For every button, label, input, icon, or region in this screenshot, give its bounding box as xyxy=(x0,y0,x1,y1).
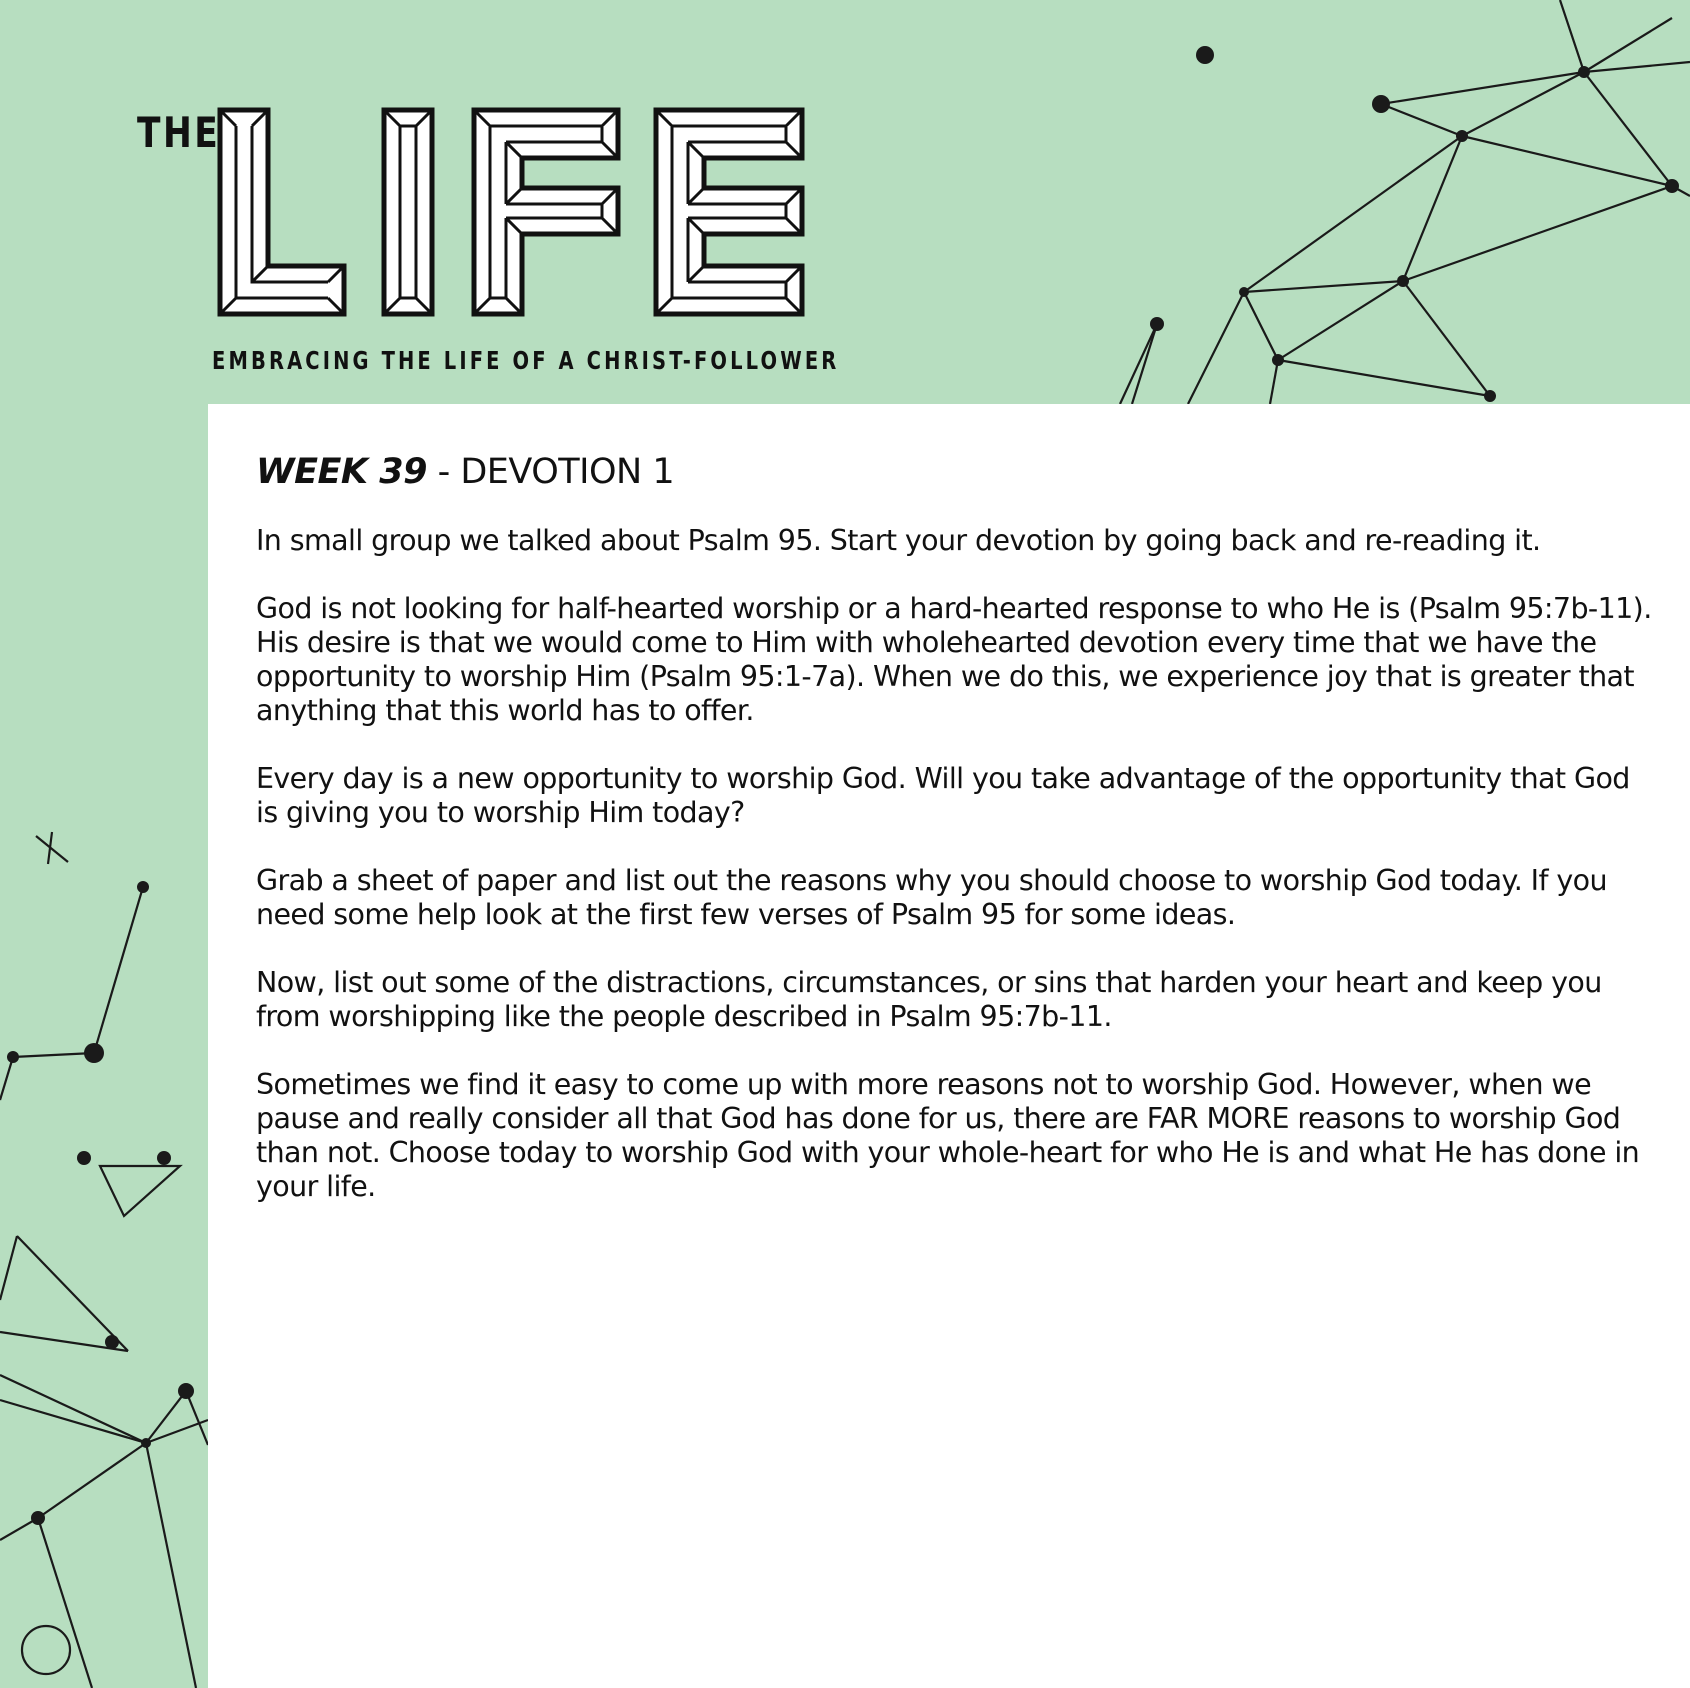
heading-separator: - xyxy=(426,452,461,492)
logo-life-lettering xyxy=(216,106,806,318)
paragraph-every-day: Every day is a new opportunity to worship God. Will you take advantage of the opportunity that God is giving you to worship Him today? xyxy=(256,762,1630,829)
paragraph-distractions: Now, list out some of the distractions, circumstances, or sins that harden your heart and keep you from worshipping like the people described in Psalm 95:7b-11. xyxy=(256,966,1602,1033)
paragraph-reasons: Grab a sheet of paper and list out the reasons why you should choose to worship God today. If you need some help look at the first few verses of Psalm 95 for some ideas. xyxy=(256,864,1607,931)
devotion-body xyxy=(256,524,1656,1238)
devotion-card xyxy=(208,404,1690,1688)
paragraph-conclusion: Sometimes we find it easy to come up with more reasons not to worship God. However, when we pause and really consider all that God has done for us, there are FAR MORE reasons to worship God than not. Choose today to worship God with your whole-heart for who He is and what He has done in your life. xyxy=(256,1068,1640,1203)
logo-the: THE xyxy=(137,108,221,157)
paragraph-worship: God is not looking for half-hearted worship or a hard-hearted response to who He is (Psalm 95:7b-11). His desire is that we would come to Him with wholehearted devotion every time that we have the opportunity to worship Him (Psalm 95:1-7a). When we do this, we experience joy that is greater that anything that this world has to offer. xyxy=(256,592,1652,727)
tagline: EMBRACING THE LIFE OF A CHRIST-FOLLOWER xyxy=(212,346,840,375)
week-label: WEEK 39 xyxy=(256,452,427,492)
devotion-title: DEVOTION 1 xyxy=(460,452,675,492)
devotion-heading xyxy=(256,452,674,492)
paragraph-intro: In small group we talked about Psalm 95. Start your devotion by going back and re-reading it. xyxy=(256,524,1541,557)
